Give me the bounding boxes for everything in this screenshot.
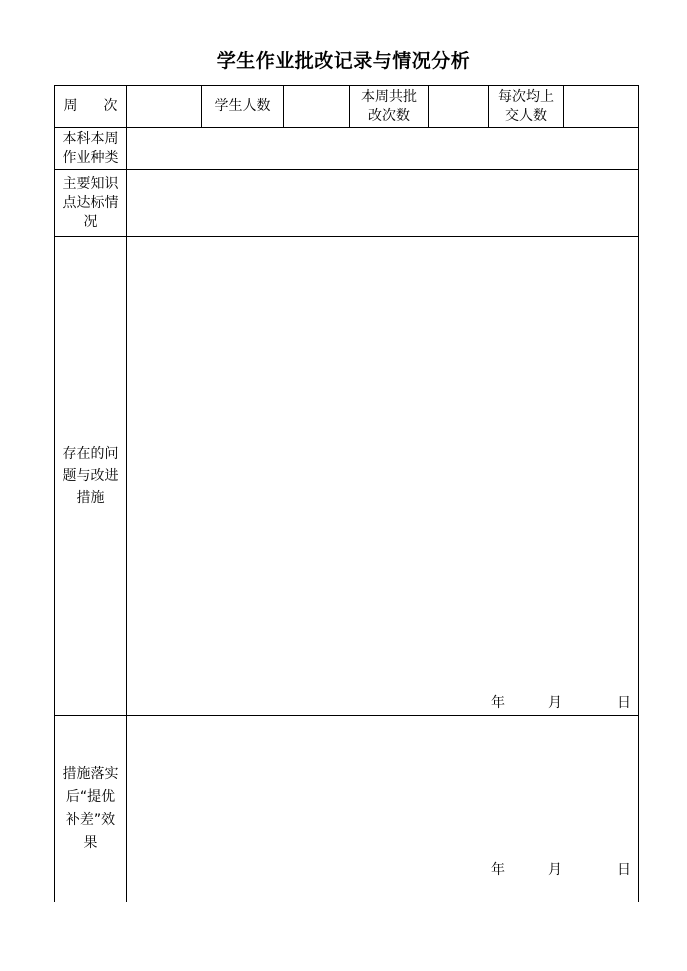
- problems-date-year: 年: [491, 695, 505, 711]
- problems-improvements-value-cell[interactable]: [127, 237, 638, 715]
- student-count-value-cell[interactable]: [284, 86, 349, 127]
- student-count-label: 学生人数: [214, 98, 271, 114]
- weekly-corrections-value-cell[interactable]: [429, 86, 488, 127]
- problems-improvements-label: 存在的问 题与改进 措施: [62, 446, 119, 506]
- effect-date-year: 年: [491, 862, 505, 878]
- week-value-cell[interactable]: [127, 86, 201, 127]
- problems-date-month: 月: [548, 695, 562, 711]
- effect-date-month: 月: [548, 862, 562, 878]
- effect-date-day: 日: [617, 862, 631, 878]
- homework-types-value-cell[interactable]: [127, 128, 638, 169]
- avg-submissions-label: 每次均上 交人数: [498, 88, 554, 124]
- avg-submissions-value-cell[interactable]: [564, 86, 638, 127]
- homework-types-label: 本科本周 作业种类: [62, 130, 119, 166]
- knowledge-points-value-cell[interactable]: [127, 170, 638, 236]
- table-border-right: [638, 85, 639, 902]
- week-label-char2: 次: [103, 98, 118, 114]
- week-label: [55, 86, 126, 127]
- page-title: 学生作业批改记录与情况分析: [216, 50, 471, 72]
- measures-effect-label: 措施落实 后“提优 补差”效 果: [62, 766, 119, 851]
- weekly-corrections-label: 本周共批 改次数: [361, 88, 417, 124]
- knowledge-points-label: 主要知识 点达标情 况: [62, 175, 119, 230]
- week-label-char1: 周: [63, 98, 78, 114]
- problems-date-day: 日: [617, 695, 631, 711]
